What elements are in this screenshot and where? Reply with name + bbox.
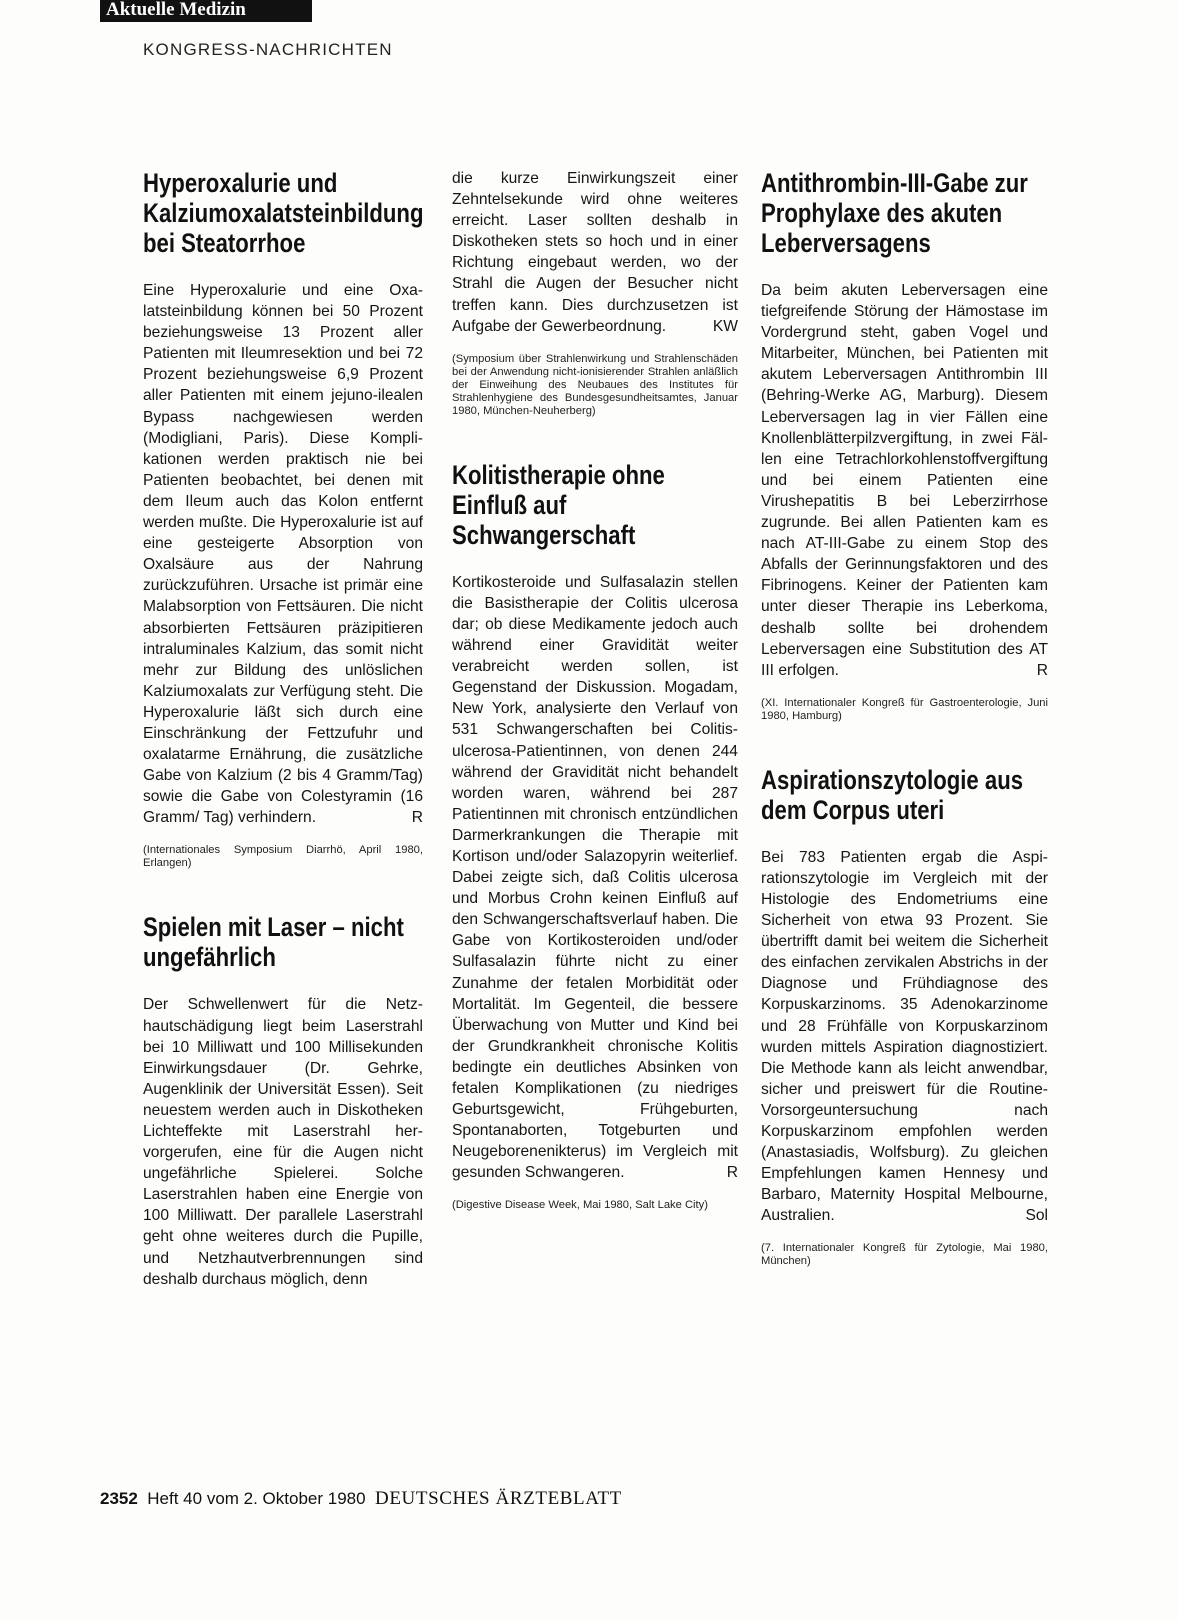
article-title: Antithrombin-III-Gabe zur Prophylaxe des akuten Leberversagens [761, 168, 1028, 258]
article-antithrombin [761, 168, 1048, 723]
article-title: Kolitistherapie ohne Einfluß auf Schwangerschaft [452, 459, 665, 550]
section-banner: Aktuelle Medizin [100, 0, 312, 22]
magazine-name: DEUTSCHES ÄRZTEBLATT [375, 1488, 622, 1509]
article-text: Da beim akuten Leberversagen eine tiefgreifende Störung der Hämostase im Vordergrund steht, gaben Vogel und Mitarbeiter, München, bei Patienten mit akutem Leberversagen Antithrombin III (Behring-Werke AG, Marburg). Diesem Leberversagen lag in vier Fällen eine Knollenblätterpilzvergiftung, in zwei Fällen eine Tetrachlorkohlenstoffvergiftung und bei einem Patienten eine Virushepatitis B bei Leberzirrhose zugrunde. Bei allen Patienten kam es nach AT-III-Gabe zu einem Stop des Abfalls der Gerinnungsfaktoren und des Fibrinogens. Keiner der Patienten kam unter dieser Therapie ins Leberkoma, deshalb sollte bei drohendem Leberversagen eine Substitution des AT III erfolgen. [761, 282, 1048, 679]
article-body: Der Schwellenwert für die Netzhautschädigung liegt beim Laserstrahl bei 10 Milliwatt und 100 Millisekunden Einwirkungsdauer (Dr. Gehrke, Augenklinik der Universität Essen). Seit neuestem werden auch in Diskotheken Lichteffekte mit Laserstrahl hervorgerufen, eine für die Augen nicht ungefährliche Spielerei. Solche Laserstrahlen haben eine Energie von 100 Milliwatt. Der parallele Laserstrahl geht ohne weiteres durch die Pupille, und Netzhautverbrennungen sind deshalb durchaus möglich, denn [143, 996, 423, 1288]
page-number: 2352 [100, 1489, 138, 1508]
page-footer [100, 1488, 622, 1510]
article-source: (Digestive Disease Week, Mai 1980, Salt Lake City) [452, 1199, 708, 1212]
article-text: die kurze Einwirkungszeit einer Zehntelsekunde wird ohne weiteres erreicht. Laser sollten deshalb in Diskotheken stets so hoch und in einer Richtung eingebaut werden, wo der Strahl die Augen der Besucher nicht treffen kann. Dies durchzusetzen ist Aufgabe der Gewerbeordnung. [452, 170, 738, 335]
article-source: (Internationales Symposium Diarrhö, April 1980, Erlangen) [143, 844, 423, 870]
author-signature: R [726, 1164, 738, 1182]
article-body [761, 280, 1048, 681]
author-signature: Sol [1025, 1207, 1048, 1225]
article-body-continued [452, 168, 738, 337]
article-title: Aspirationszytologie aus dem Corpus uteri [761, 764, 1024, 825]
article-title: Spielen mit Laser – nicht ungefährlich [143, 912, 404, 973]
article-source: (Symposium über Strahlenwirkung und Strahlenschäden bei der Anwendung nicht-ionisierender Strahlen anläßlich der Einweihung des Neubaues des Institutes für Strahlenhygiene des Bundesgesundheitsamtes, Januar 1980, München-Neuherberg) [452, 352, 738, 417]
article-body [452, 572, 738, 1184]
column-2 [452, 168, 738, 1212]
article-source: (XI. Internationaler Kongreß für Gastroenterologie, Juni 1980, Hamburg) [761, 696, 1048, 722]
article-body [143, 280, 423, 828]
author-signature: R [1036, 661, 1048, 679]
article-laser [143, 912, 423, 1289]
issue-info: Heft 40 vom 2. Oktober 1980 [147, 1489, 366, 1508]
column-3 [761, 168, 1048, 1268]
article-title: Hyperoxalurie und Kalziumoxalatsteinbildung bei Steatorrhoe [143, 168, 424, 258]
section-heading: KONGRESS-NACHRICHTEN [143, 40, 393, 59]
author-signature: R [411, 809, 423, 827]
article-body [761, 847, 1048, 1227]
article-source: (7. Internationaler Kongreß für Zytologie, Mai 1980, München) [761, 1242, 1048, 1268]
article-hyperoxalurie [143, 168, 423, 870]
column-1 [143, 168, 423, 1290]
article-text: Eine Hyperoxalurie und eine Oxalatsteinbildung können bei 50 Prozent beziehungsweise 13 Prozent aller Patienten mit Ileumresektion und bei 72 Prozent beziehungsweise 6,9 Prozent aller Patienten mit einem jejuno-ilealen Bypass nachgewiesen werden (Modigliani, Paris). Diese Komplikationen werden praktisch nie bei Patienten beobachtet, bei denen mit dem Ileum auch das Kolon entfernt werden mußte. Die Hyperoxalurie ist auf eine gesteigerte Absorption von Oxalsäure aus der Nahrung zurückzuführen. Ursache ist primär eine Malabsorption von Fettsäuren. Die nicht absorbierten Fettsäuren präzipitieren intraluminales Kalzium, das somit nicht mehr zur Bildung des unlöslichen Kalziumoxalats zur Verfügung steht. Die Hyperoxalurie läßt sich durch eine Einschränkung der Fettzufuhr und oxalatarme Ernährung, die zusätzliche Gabe von Kalzium (2 bis 4 Gramm/Tag) sowie die Gabe von Colestyramin (16 Gramm/ Tag) verhindern. [143, 282, 423, 827]
author-signature: KW [712, 317, 738, 335]
article-text: Kortikosteroide und Sulfasalazin stellen die Basistherapie der Colitis ulcerosa dar; ob diese Medikamente jedoch auch während einer Gravidität weiter verabreicht werden sollen, ist Gegenstand der Diskussion. Mogadam, New York, analysierte den Verlauf von 531 Schwangerschaften bei Colitis-ulcerosa-Patientinnen, von denen 244 während der Gravidität nicht behandelt worden waren, während bei 287 Patientinnen mit chronisch entzündlichen Darmerkrankungen die Therapie mit Kortison und/oder Salazopyrin weiterlief. Dabei zeigte sich, daß Colitis ulcerosa und Morbus Crohn keinen Einfluß auf den Schwangerschaftsverlauf haben. Die Gabe von Kortikosteroiden und/oder Sulfasalazin führte nicht zu einer Zunahme der fetalen Morbidität oder Mortalität. Im Gegenteil, die bessere Überwachung von Mutter und Kind bei der Grundkrankheit chronische Kolitis bedingte ein deutliches Absinken von fetalen Komplikationen (zu niedriges Geburtsgewicht, Frühgeburten, Spontanaborten, Totgeburten und Neugeborenenikterus) im Vergleich mit gesunden Schwangeren. [452, 573, 738, 1182]
article-text: Bei 783 Patienten ergab die Aspirationszytologie im Vergleich mit der Histologie des Endometriums eine Sicherheit von etwa 93 Prozent. Sie übertrifft damit bei weitem die Sicherheit des einfachen zervikalen Abstrichs in der Diagnose und Frühdiagnose des Korpuskarzinoms. 35 Adenokarzinome und 28 Frühfälle von Korpuskarzinom wurden mittels Aspiration diagnostiziert. Die Methode kann als leicht anwendbar, sicher und preiswert für die Routine-Vorsorgeuntersuchung nach Korpuskarzinom empfohlen werden (Anastasiadis, Wolfsburg). Zu gleichen Empfehlungen kamen Hennesy und Barbaro, Maternity Hospital Melbourne, Australien. [761, 848, 1048, 1225]
article-kolitis [452, 460, 738, 1213]
article-aspiration [761, 765, 1048, 1269]
